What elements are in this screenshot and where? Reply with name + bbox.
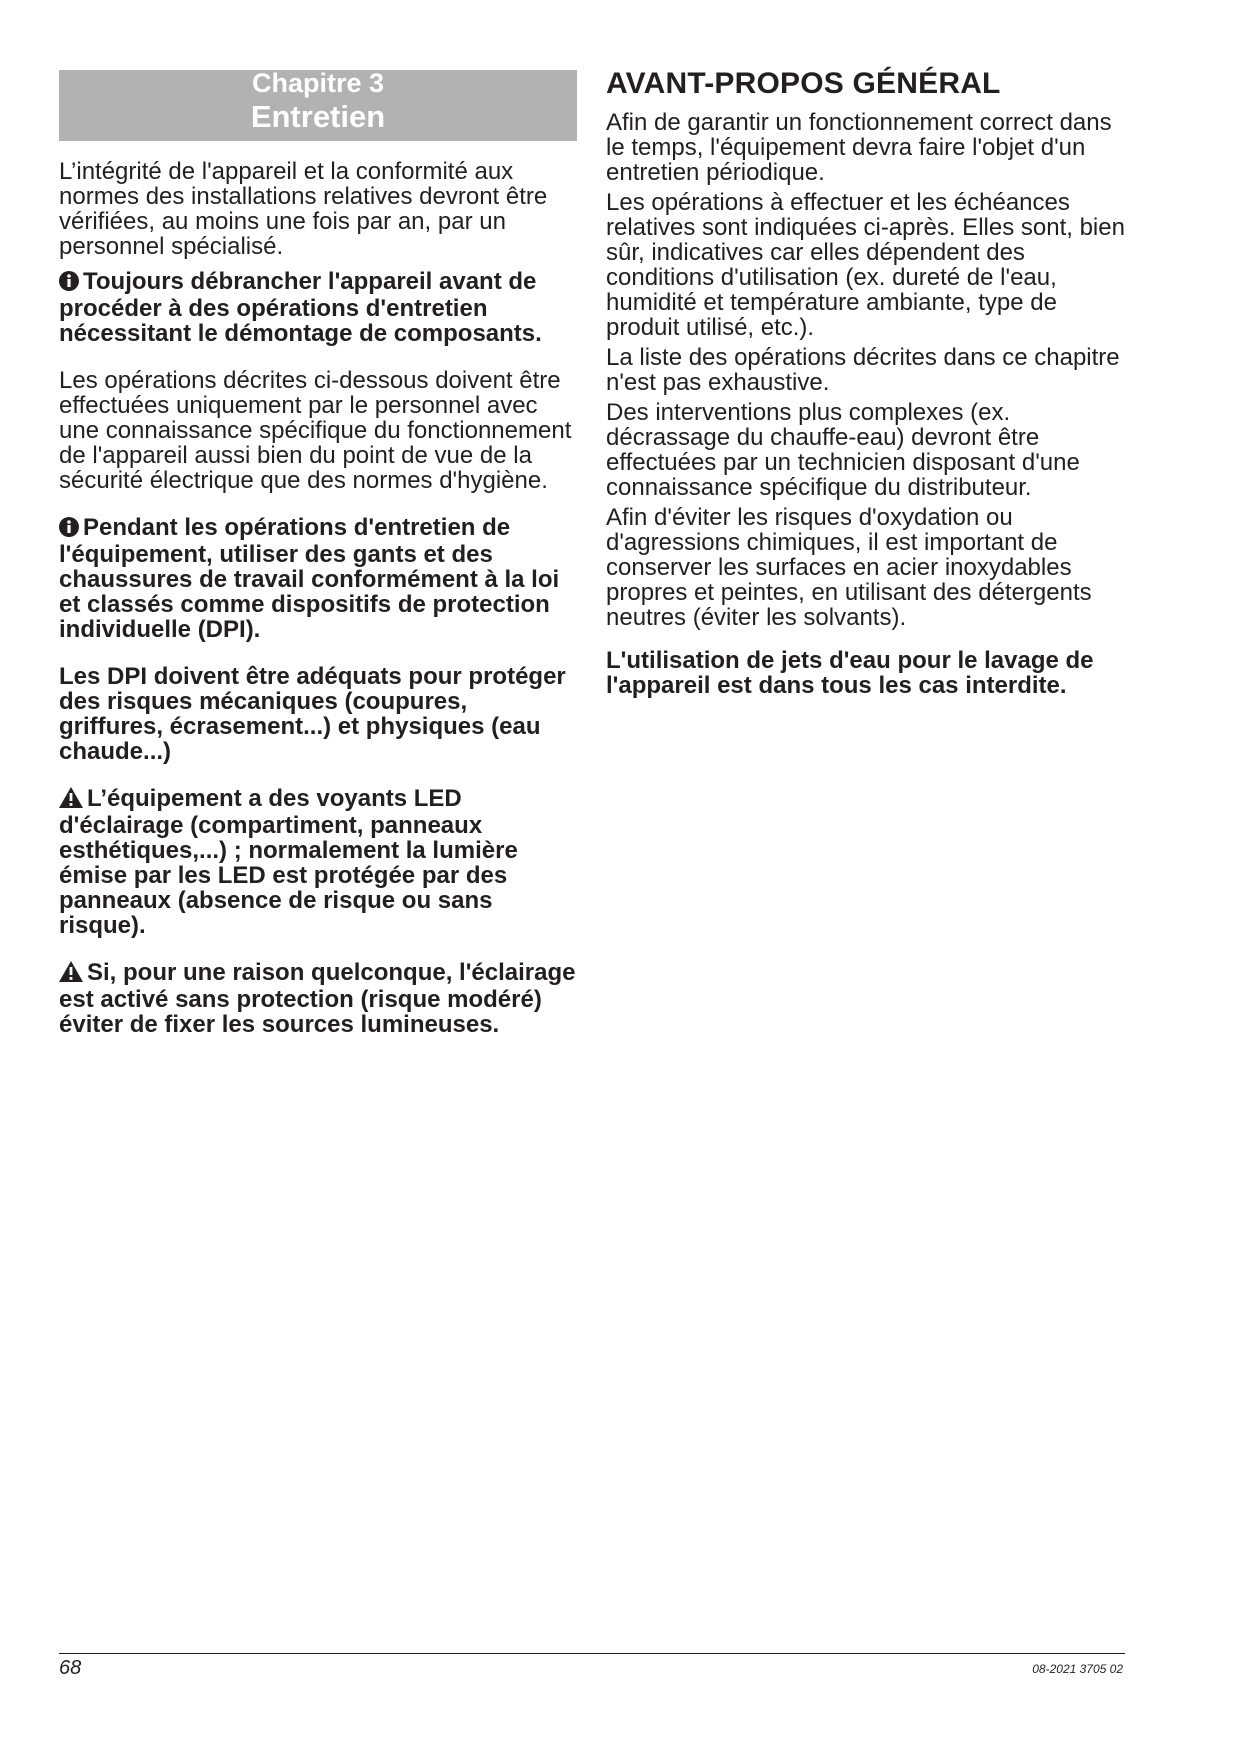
right-paragraph-5: Afin d'éviter les risques d'oxydation ou d'agressions chimiques, il est important de conserver les surfaces en acier inoxydables propres et peintes, en utilisant des détergents neutres (éviter les solvants). [606,504,1092,631]
chapter-header [59,70,577,141]
footer-divider [59,1653,1125,1654]
dpi-paragraph: Les DPI doivent être adéquats pour protéger des risques mécaniques (coupures, griffures, écrasement...) et physiques (eau chaude...) [59,663,566,765]
warning-lighting-text: Si, pour une raison quelconque, l'éclairage est activé sans protection (risque modéré) éviter de fixer les sources lumineuses. [59,959,576,1038]
left-column [59,70,577,1059]
section-heading: AVANT-PROPOS GÉNÉRAL [606,67,1001,100]
page-number: 68 [59,1657,82,1679]
warning-unplug-text: Toujours débrancher l'appareil avant de procéder à des opérations d'entretien nécessitant le démontage de composants. [59,268,542,347]
warning-icon [59,787,83,813]
warning-gloves [59,515,577,642]
intro-paragraph: L’intégrité de l'appareil et la conformité aux normes des installations relatives devront être vérifiées, au moins une fois par an, par un personnel spécialisé. [59,158,548,260]
right-paragraph-4: Des interventions plus complexes (ex. décrassage du chauffe-eau) devront être effectuées par un technicien disposant d'une connaissance spécifique du distributeur. [606,399,1080,501]
warning-unplug [59,269,577,346]
right-paragraph-3: La liste des opérations décrites dans ce chapitre n'est pas exhaustive. [606,344,1120,396]
warning-lighting [59,960,577,1037]
chapter-title: Entretien [250,99,386,134]
personnel-paragraph: Les opérations décrites ci-dessous doivent être effectuées uniquement par le personnel avec une connaissance spécifique du fonctionnement de l'appareil aussi bien du point de vue de la sécurité électrique que des normes d'hygiène. [59,367,572,494]
warning-gloves-text: Pendant les opérations d'entretien de l'équipement, utiliser des gants et des chaussures de travail conformément à la loi et classés comme dispositifs de protection individuelle (DPI). [59,514,560,643]
info-icon [59,271,79,296]
right-column [606,67,1126,720]
right-paragraph-2: Les opérations à effectuer et les échéances relatives sont indiquées ci-après. Elles sont, bien sûr, indicatives car elles dépendent des conditions d'utilisation (ex. dureté de l'eau, humidité et température ambiante, type de produit utilisé, etc.). [606,189,1125,341]
chapter-number: Chapitre 3 [251,68,385,98]
warning-led [59,786,577,938]
document-code: 08-2021 3705 02 [1032,1662,1123,1676]
right-paragraph-1: Afin de garantir un fonctionnement correct dans le temps, l'équipement devra faire l'objet d'un entretien périodique. [606,109,1112,186]
info-icon [59,517,79,542]
warning-icon [59,961,83,987]
water-jet-warning: L'utilisation de jets d'eau pour le lavage de l'appareil est dans tous les cas interdite. [606,647,1094,699]
warning-led-text: L’équipement a des voyants LED d'éclairage (compartiment, panneaux esthétiques,...) ; normalement la lumière émise par les LED est protégée par des panneaux (absence de risque ou sans risque). [59,785,518,939]
